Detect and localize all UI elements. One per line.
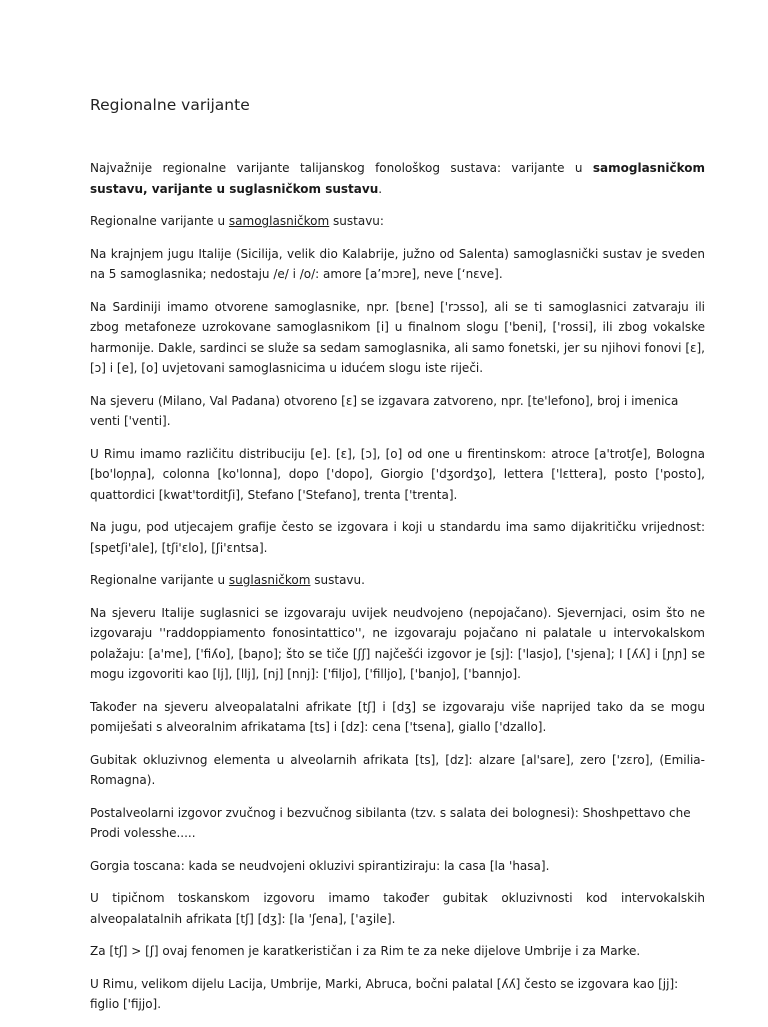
consonant-paragraph-lateral: U Rimu, velikom dijelu Lacija, Umbrije, Marki, Abruca, bočni palatal [ʎʎ] često se izgovara kao [jj]: figlio ['fijjo].: [90, 976, 679, 1011]
consonant-heading-underlined: suglasničkom: [228, 573, 311, 587]
vowel-paragraph-south-spelling: Na jugu, pod utjecajem grafije često se izgovara i koji u standardu ima samo dijakritičku vrijednost: [spetʃi'ale], [tʃi'ɛlo], [ʃi'ɛntsa].: [90, 520, 705, 555]
intro-text: Najvažnije regionalne varijante talijanskog fonološkog sustava: varijante u: [90, 161, 593, 175]
consonant-paragraph-tuscan: U tipičnom toskanskom izgovoru imamo također gubitak okluzivnosti kod intervokalskih alveopalatalnih afrikata [tʃ] [dʒ]: [la 'ʃena], ['aʒile].: [90, 891, 705, 926]
consonant-paragraph-occlusive-loss: Gubitak okluzivnog elementa u alveolarnih afrikata [ts], [dz]: alzare [al'sare], zero ['zɛro], (Emilia-Romagna).: [90, 752, 705, 787]
intro-paragraph: [90, 158, 705, 199]
vowel-heading-underlined: samoglasničkom: [228, 214, 330, 228]
vowel-paragraph-north: Na sjeveru (Milano, Val Padana) otvoreno [ɛ] se izgavara zatvoreno, npr. [te'lefono], broj i imenica venti ['venti].: [90, 393, 679, 428]
vowel-paragraph-sardinia: Na Sardiniji imamo otvorene samoglasnike, npr. [bɛne] ['rɔsso], ali se ti samoglasnici zatvaraju ili zbog metafoneze uzrokovane samoglasnikom [i] u finalnom slogu ['beni], ['rossi], ili zbog vokalske harmonije. Dakle, sardinci se služe sa sedam samoglasnika, ali samo fonetski, jer su njihovi fonovi [ɛ], [ɔ] i [e], [o] uvjetovani samoglasnicima u idućem slogu iste riječi.: [90, 299, 705, 375]
consonant-paragraph-north: Na sjeveru Italije suglasnici se izgovaraju uvijek neudvojeno (nepojačano). Sjevernjaci, osim što ne izgovaraju ''raddoppiamento fonosintattico'', ne izgovaraju pojačano ni palatale u intervokalskom polažaju: [a'me], ['fiʎo], [baɲo]; što se tiče [ʃʃ] najčešći izgovor je [sj]: ['lasjo], ['sjena]; I [ʎʎ] i [ɲɲ] se mogu izgovoriti kao [lj], [llj], [nj] [nnj]: ['filjo], ['filljo], ['banjo], ['bannjo].: [90, 605, 705, 681]
consonant-heading-pre: Regionalne varijante u: [90, 573, 229, 587]
vowel-paragraph-rome: U Rimu imamo različitu distribuciju [e]. [ɛ], [ɔ], [o] od one u firentinskom: atroce [a'trotʃe], Bologna [bo'loɲɲa], colonna [ko'lonna], dopo ['dopo], Giorgio ['dʒordʒo], lettera ['lɛttera], posto ['posto], quattordici [kwat'torditʃi], Stefano ['Stefano], trenta ['trenta].: [90, 446, 705, 502]
consonant-paragraph-affricates: Također na sjeveru alveopalatalni afrikate [tʃ] i [dʒ] se izgovaraju više naprijed tako da se mogu pomiješati s alveoralnim afrikatama [ts] i [dz]: cena ['tsena], giallo ['dzallo].: [90, 699, 705, 734]
vowel-heading-post: sustavu:: [329, 214, 384, 228]
page-title: Regionalne varijante: [90, 96, 250, 114]
vowel-section-heading: [90, 211, 705, 232]
vowel-paragraph-south: Na krajnjem jugu Italije (Sicilija, velik dio Kalabrije, južno od Salenta) samoglasnički sustav je sveden na 5 samoglasnika; nedostaju /e/ i /o/: amore [a’mɔre], neve [‘nɛve].: [90, 246, 705, 281]
intro-end: .: [378, 181, 383, 196]
consonant-paragraph-postalveolar: Postalveolarni izgovor zvučnog i bezvučnog sibilanta (tzv. s salata dei bolognesi): Shoshpettavo che Prodi volesshe.....: [90, 805, 691, 840]
consonant-section-heading: [90, 570, 705, 591]
consonant-heading-post: sustavu.: [310, 573, 365, 587]
consonant-paragraph-rome-marche: Za [tʃ] > [ʃ] ovaj fenomen je karatkerističan i za Rim te za neke dijelove Umbrije i za Marke.: [90, 944, 641, 958]
intro-bold-text: samoglasničkom sustavu, varijante u suglasničkom sustavu: [90, 161, 705, 196]
consonant-paragraph-gorgia: Gorgia toscana: kada se neudvojeni okluzivi spirantiziraju: la casa [la 'hasa].: [90, 858, 550, 873]
vowel-heading-pre: Regionalne varijante u: [90, 214, 229, 228]
document-page: [90, 96, 705, 1027]
